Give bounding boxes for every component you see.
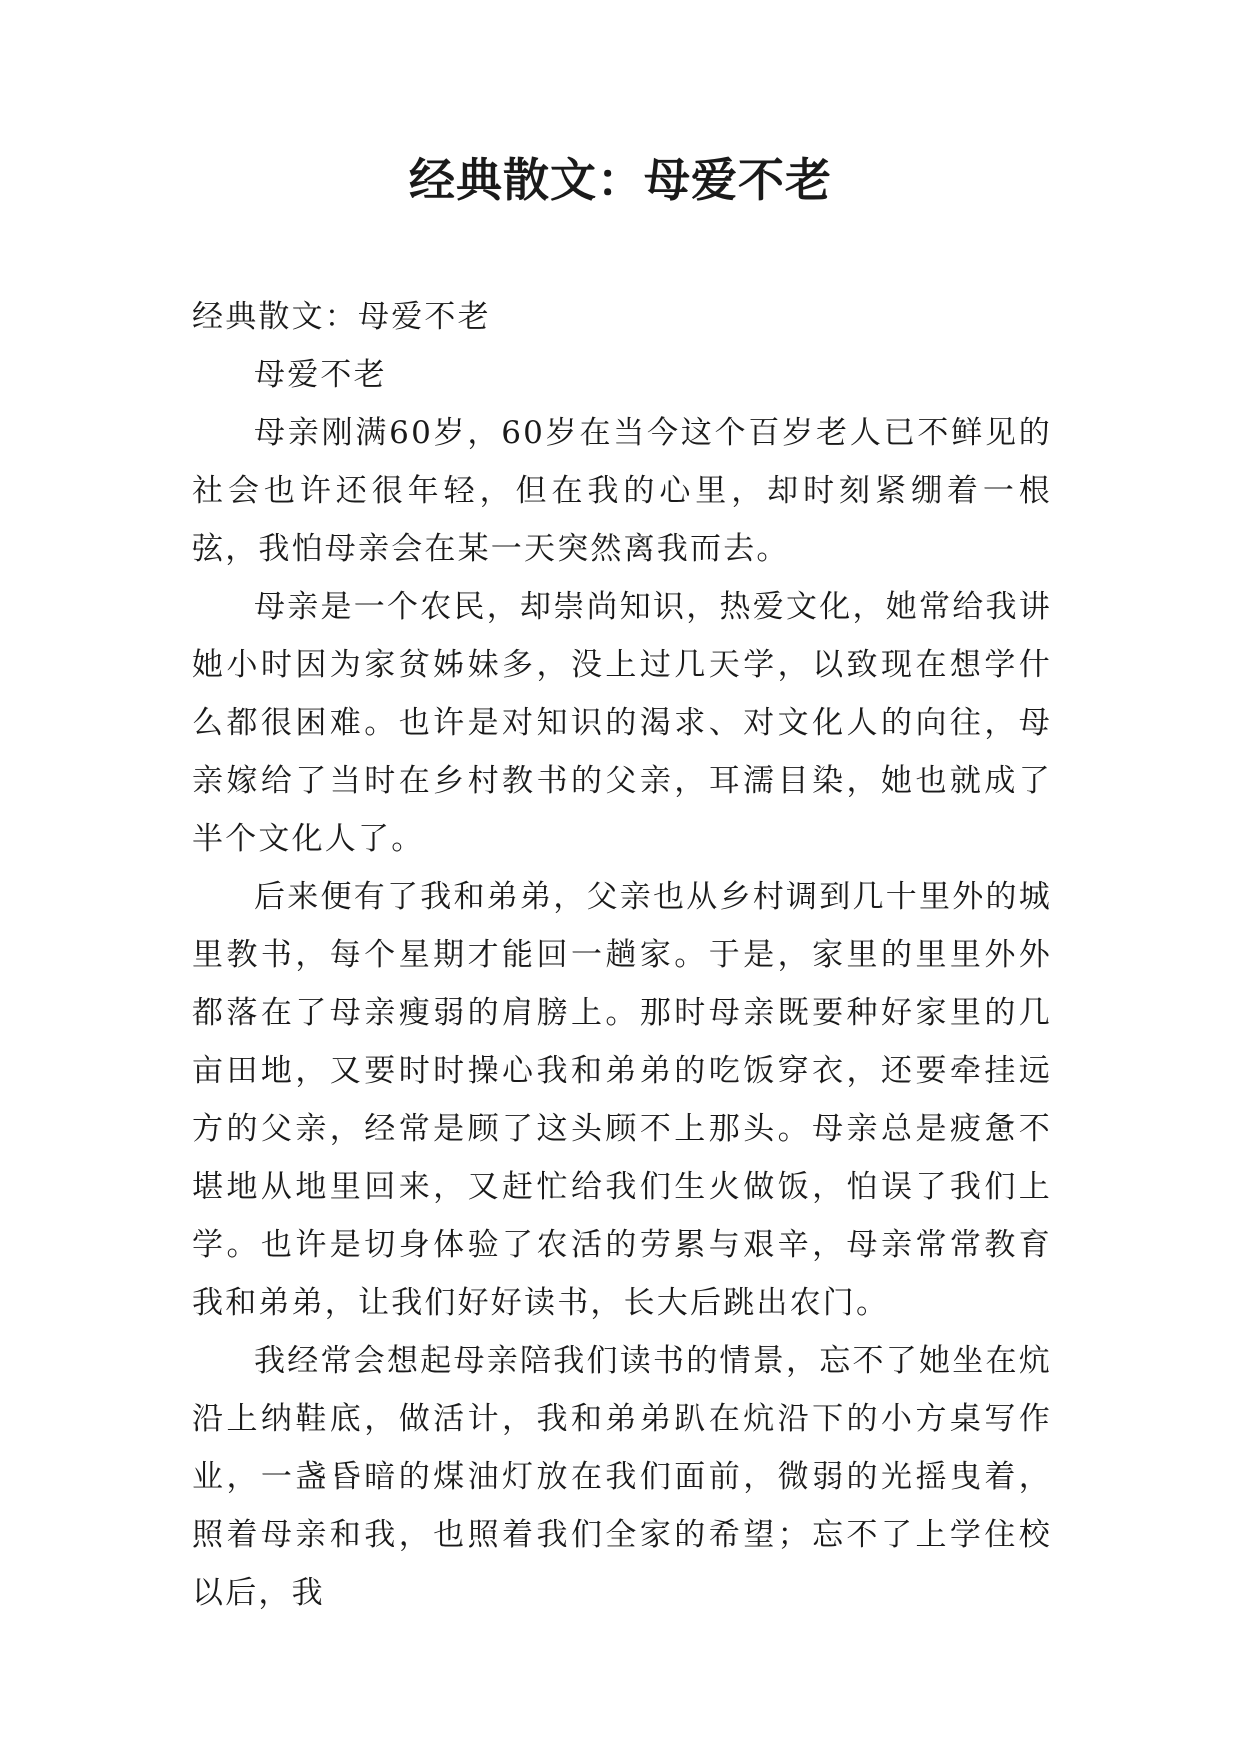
- first-line: 经典散文：母爱不老: [192, 299, 491, 335]
- paragraph: 母亲刚满60岁，60岁在当今这个百岁老人已不鲜见的社会也许还很年轻，但在我的心里，却时刻紧绷着一根弦，我怕母亲会在某一天突然离我而去。: [192, 415, 1052, 567]
- paragraph: 母亲是一个农民，却崇尚知识，热爱文化，她常给我讲她小时因为家贫姊妹多，没上过几天学，以致现在想学什么都很困难。也许是对知识的渴求、对文化人的向往，母亲嫁给了当时在乡村教书的父亲，耳濡目染，她也就成了半个文化人了。: [192, 589, 1052, 857]
- essay-subtitle: 母爱不老: [254, 357, 387, 393]
- document-body: [192, 288, 1052, 1622]
- paragraph: 我经常会想起母亲陪我们读书的情景，忘不了她坐在炕沿上纳鞋底，做活计，我和弟弟趴在炕沿下的小方桌写作业，一盏昏暗的煤油灯放在我们面前，微弱的光摇曳着，照着母亲和我，也照着我们全家的希望；忘不了上学住校以后，我: [192, 1343, 1052, 1611]
- paragraph: 后来便有了我和弟弟，父亲也从乡村调到几十里外的城里教书，每个星期才能回一趟家。于是，家里的里里外外都落在了母亲瘦弱的肩膀上。那时母亲既要种好家里的几亩田地，又要时时操心我和弟弟的吃饭穿衣，还要牵挂远方的父亲，经常是顾了这头顾不上那头。母亲总是疲惫不堪地从地里回来，又赶忙给我们生火做饭，怕误了我们上学。也许是切身体验了农活的劳累与艰辛，母亲常常教育我和弟弟，让我们好好读书，长大后跳出农门。: [192, 879, 1052, 1321]
- document-title: 经典散文：母爱不老: [409, 153, 832, 207]
